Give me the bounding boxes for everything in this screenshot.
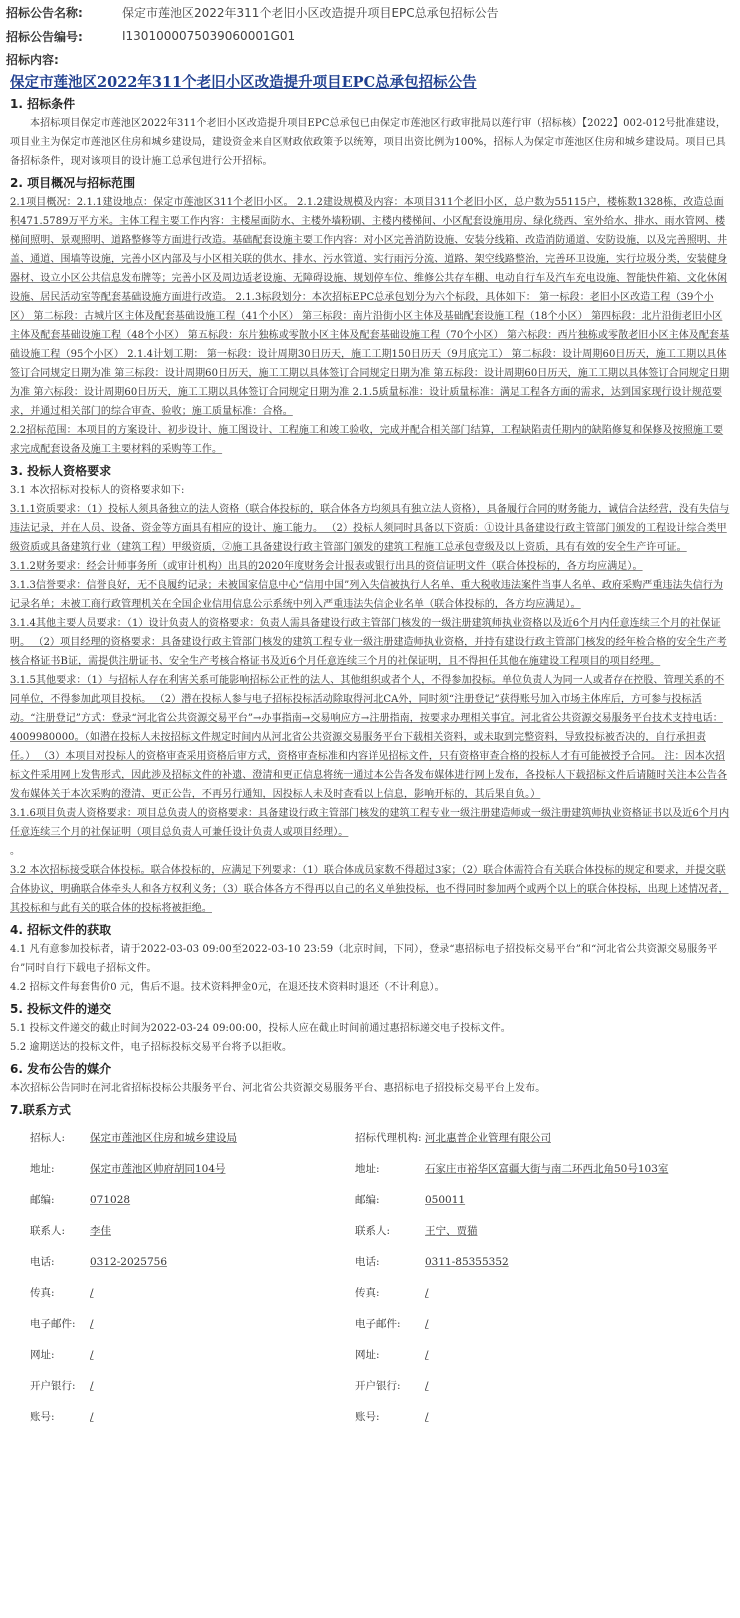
section-5-title: 5. 投标文件的递交	[10, 1002, 112, 1016]
contact-right-value-cell	[425, 1184, 730, 1215]
qualification-requirement-text: 3.1.1资质要求：（1）投标人须具备独立的法人资格（联合体投标的，联合体各方均须具有独立法人资格），具备履行合同的财务能力，诚信合法经营，没有失信与违法记录，并在人员、设备、资金等方面具有相应的设计、施工能力。 （2）投标人须同时具备以下资质：①设计具备建设行政主管部门颁发的工程设计综合类甲级资质或具备建筑行业（建筑工程）甲级资质，②施工具备建设行政主管部门颁发的建筑工程施工总承包壹级及以上资质，具有有效的安全生产许可证。	[10, 504, 730, 553]
section-2-title: 2. 项目概况与招标范围	[10, 176, 136, 190]
contact-right-value: 0311-85355352	[425, 1255, 509, 1268]
section-1-text: 本招标项目保定市莲池区2022年311个老旧小区改造提升项目EPC总承包已由保定市莲池区行政审批局以莲行审（招标核）【2022】002-012号批准建设，项目业主为保定市莲池区住房和城乡建设局，建设资金来自区财政依政策予以统筹，项目出资比例为100%，招标人为保定市莲池区住房和城乡建设局。项目已具备招标条件，现对该项目的设计施工总承包进行公开招标。	[10, 118, 726, 167]
contact-right-value: /	[425, 1410, 429, 1423]
contact-right-label: 账号:	[355, 1411, 380, 1423]
contact-row	[10, 1184, 730, 1215]
contact-left-value: /	[90, 1317, 94, 1330]
contact-right-label-cell	[355, 1277, 425, 1308]
content-label: 招标内容:	[6, 52, 59, 67]
contact-left-label-cell	[10, 1308, 90, 1339]
credit-requirement-text: 3.1.3信誉要求：信誉良好，无不良履约记录；未被国家信息中心“信用中国”列入失信被执行人名单、重大税收违法案件当事人名单、政府采购严重违法失信行为记录名单；未被工商行政管理机关在全国企业信用信息公示系统中列入严重违法失信企业名单（联合体投标的，各方均应满足）。	[10, 580, 724, 610]
contact-left-value: 保定市莲池区住房和城乡建设局	[90, 1132, 237, 1144]
contact-right-label-cell	[355, 1184, 425, 1215]
contact-left-value-cell	[90, 1184, 355, 1215]
contact-row	[10, 1215, 730, 1246]
contact-right-value-cell	[425, 1122, 730, 1153]
section-3-title: 3. 投标人资格要求	[10, 464, 112, 478]
contact-right-label: 传真:	[355, 1287, 380, 1299]
contact-left-label-cell	[10, 1184, 90, 1215]
announcement-body	[0, 74, 740, 1432]
tender-scope-text: 2.2招标范围：本项目的方案设计、初步设计、施工图设计、工程施工和竣工验收，完成并配合相关部门结算，工程缺陷责任期内的缺陷修复和保修及按照施工要求完成配套设备及施工主要材料的采购等工作。	[10, 425, 724, 455]
contact-left-value: 071028	[90, 1193, 131, 1206]
contact-right-label: 网址:	[355, 1349, 380, 1361]
late-submission-text: 5.2 逾期送达的投标文件，电子招标投标交易平台将予以拒收。	[10, 1042, 293, 1053]
contact-left-value-cell	[90, 1401, 355, 1432]
section-7-title: 7.联系方式	[10, 1103, 71, 1117]
contact-left-value: 李佳	[90, 1225, 111, 1237]
contact-left-label-cell	[10, 1215, 90, 1246]
contact-left-value-cell	[90, 1339, 355, 1370]
contact-left-label: 电话:	[30, 1256, 55, 1268]
announcement-name-value: 保定市莲池区2022年311个老旧小区改造提升项目EPC总承包招标公告	[122, 5, 499, 20]
contact-right-label: 邮编:	[355, 1194, 380, 1206]
project-overview-text: 2.1项目概况：2.1.1建设地点：保定市莲池区311个老旧小区。 2.1.2建设规模及内容：本项目311个老旧小区，总户数为55115户，楼栋数1328栋，改造总面积471.5789万平方米。主体工程主要工作内容：主楼屋面防水、主楼外墙粉刷、主楼内楼梯间、小区配套设施用房、绿化绕西、室外给水、排水、雨水管网、楼梯间照明、景观照明、道路整修等方面进行改造。基础配套设施主要工作内容：对小区完善消防设施、安装分线箱、改造消防通道、安防设施，以及完善照明、井盖、通道、围墙等设施，完善小区内部及与小区相关联的供水、排水、污水管道、实行雨污分流、道路、架空线路整治，完善环卫设施，实行垃圾分类，安装健身器材、设立小区公共信息发布牌等；完善小区及周边适老设施、无障碍设施、规划停车位、维修公共存车棚、电动自行车及汽车充电设施、智能快件箱、文化休闲设施、居民活动室等配套基础设施方面进行改造。 2.1.3标段划分：本次招标EPC总承包划分为六个标段，具体如下： 第一标段：老旧小区改造工程（39个小区） 第二标段：古城片区主体及配套基础设施工程（41个小区） 第三标段：南片沿街小区主体及基础配套设施工程（18个小区） 第四标段：北片沿街老旧小区主体及配套基础设施工程（48个小区） 第五标段：东片独栋或零散小区主体及配套基础设施工程（70个小区） 第六标段：西片独栋或零散老旧小区主体及配套基础设施工程（95个小区） 2.1.4计划工期： 第一标段：设计周期30日历天，施工工期150日历天（9月底完工） 第二标段：设计周期60日历天，施工工期以具体签订合同规定日期为准 第三标段：设计周期60日历天，施工工期以具体签订合同规定日期为准 第五标段：设计周期60日历天，施工工期以具体签订合同规定日期为准 第六标段：设计周期60日历天，施工工期以具体签订合同规定日期为准 2.1.5质量标准：设计质量标准：满足工程各方面的需求，达到国家现行设计规范要求，并通过相关部门的综合审查、验收；施工质量标准：合格。	[10, 197, 730, 417]
contact-right-label: 开户银行:	[355, 1380, 401, 1392]
other-requirement-text: 3.1.5其他要求：（1）与招标人存在利害关系可能影响招标公正性的法人、其他组织或者个人，不得参加投标。单位负责人为同一人或者存在控股、管理关系的不同单位，不得参加此项目投标。 （2）潜在投标人参与电子招标投标活动除取得河北CA外，同时须“注册登记”获得账号加入市场主体库后，方可参与投标活动。“注册登记”方式：登录“河北省公共资源交易平台”→办事指南→交易响应方→注册指南，按要求办理相关事宜。河北省公共资源交易服务平台技术支持电话：4009980000。（如潜在投标人未按招标文件规定时间内从河北省公共资源交易服务平台下载相关资料，或未取到完整资料，导致投标被否决的，自行承担责任。） （3）本项目对投标人的资格审查采用资格后审方式，资格审查标准和内容详见招标文件，只有资格审查合格的投标人才有可能被授予合同。 注：因本次招标文件采用网上发售形式，因此涉及招标文件的补遗、澄清和更正信息将统一通过本公告各发布媒体进行网上发布，各投标人下载招标文件后请随时关注本公告各发布媒体关于本次采购的澄清、更正公告，不再另行通知，因投标人未及时查看以上信息，影响开标的，其后果自负。）	[10, 675, 728, 800]
contact-right-label-cell	[355, 1153, 425, 1184]
contact-right-label-cell	[355, 1370, 425, 1401]
contact-right-value-cell	[425, 1370, 730, 1401]
document-title: 保定市莲池区2022年311个老旧小区改造提升项目EPC总承包招标公告	[10, 74, 477, 91]
contact-left-label-cell	[10, 1153, 90, 1184]
contact-right-value-cell	[425, 1215, 730, 1246]
contact-left-value-cell	[90, 1122, 355, 1153]
contact-right-label-cell	[355, 1122, 425, 1153]
financial-requirement-text: 3.1.2财务要求：经会计师事务所（或审计机构）出具的2020年度财务会计报表或银行出具的资信证明文件（联合体投标的，各方均应满足）。	[10, 561, 643, 572]
contact-left-value: /	[90, 1379, 94, 1392]
contact-left-label: 传真:	[30, 1287, 55, 1299]
contact-left-value: /	[90, 1286, 94, 1299]
contact-row	[10, 1339, 730, 1370]
contact-right-label-cell	[355, 1339, 425, 1370]
contact-left-value: 保定市莲池区帅府胡同104号	[90, 1163, 226, 1175]
announcement-name-label: 招标公告名称:	[6, 5, 83, 20]
contact-right-label-cell	[355, 1401, 425, 1432]
contact-left-label: 账号:	[30, 1411, 55, 1423]
contact-right-value: /	[425, 1348, 429, 1361]
contact-right-value-cell	[425, 1277, 730, 1308]
section-6-title: 6. 发布公告的媒介	[10, 1062, 112, 1076]
section-1-title: 1. 招标条件	[10, 97, 76, 111]
contact-left-value: /	[90, 1348, 94, 1361]
contact-row	[10, 1122, 730, 1153]
meta-row-name	[6, 0, 734, 24]
contact-left-label: 邮编:	[30, 1194, 55, 1206]
contact-row	[10, 1401, 730, 1432]
contact-right-label-cell	[355, 1308, 425, 1339]
contact-right-value-cell	[425, 1308, 730, 1339]
contact-left-label: 电子邮件:	[30, 1318, 76, 1330]
contact-right-value: 河北惠普企业管理有限公司	[425, 1132, 551, 1144]
contact-left-value: /	[90, 1410, 94, 1423]
announcement-meta	[0, 0, 740, 48]
contact-right-label: 招标代理机构:	[355, 1132, 422, 1144]
contact-right-value-cell	[425, 1339, 730, 1370]
contact-right-label: 地址:	[355, 1163, 380, 1175]
document-price-text: 4.2 招标文件每套售价0 元，售后不退。技术资料押金0元，在退还技术资料时退还（不计利息）。	[10, 982, 445, 993]
contact-row	[10, 1308, 730, 1339]
contact-right-label: 电话:	[355, 1256, 380, 1268]
contact-row	[10, 1370, 730, 1401]
contact-right-value: /	[425, 1317, 429, 1330]
contact-right-label-cell	[355, 1215, 425, 1246]
project-leader-requirement-text: 3.1.6项目负责人资格要求：项目总负责人的资格要求：具备建设行政主管部门核发的建筑工程专业一级注册建造师或一级注册建筑师执业资格证书以及近6个月内任意连续三个月的社保证明（项目总负责人可兼任设计负责人或项目经理）。	[10, 808, 730, 838]
qualification-intro: 3.1 本次招标对投标人的资格要求如下:	[10, 485, 185, 496]
contact-right-label: 联系人:	[355, 1225, 391, 1237]
contact-left-value-cell	[90, 1277, 355, 1308]
contact-right-value: /	[425, 1379, 429, 1392]
contact-left-value-cell	[90, 1308, 355, 1339]
consortium-text: 3.2 本次招标接受联合体投标。联合体投标的，应满足下列要求：（1）联合体成员家数不得超过3家；（2）联合体需符合有关联合体投标的规定和要求，并提交联合体协议，明确联合体牵头人和各方权利义务；（3）联合体各方不得再以自己的名义单独投标，也不得同时参加两个或两个以上的联合体投标，出现上述情况者，其投标和与此有关的联合体的投标将被拒绝。	[10, 865, 729, 914]
contact-row	[10, 1246, 730, 1277]
submission-deadline-text: 5.1 投标文件递交的截止时间为2022-03-24 09:00:00，投标人应在截止时间前通过惠招标递交电子投标文件。	[10, 1023, 511, 1034]
contact-left-value-cell	[90, 1370, 355, 1401]
personnel-requirement-text: 3.1.4其他主要人员要求：（1）设计负责人的资格要求：负责人需具备建设行政主管部门核发的一级注册建筑师执业资格以及近6个月内任意连续三个月的社保证明。 （2）项目经理的资格要求：具备建设行政主管部门核发的建筑工程专业一级注册建造师执业资格，并持有建设行政主管部门核发的经年检合格的安全生产考核合格证书B证，需提供注册证书、安全生产考核合格证书及近6个月任意连续三个月的社保证明，且不得担任其他在施建设工程项目的项目经理。	[10, 618, 727, 667]
contact-left-value-cell	[90, 1153, 355, 1184]
contact-left-label: 联系人:	[30, 1225, 66, 1237]
contact-row	[10, 1277, 730, 1308]
section-4-title: 4. 招标文件的获取	[10, 923, 112, 937]
contact-left-label-cell	[10, 1277, 90, 1308]
contact-right-value-cell	[425, 1401, 730, 1432]
contact-left-label-cell	[10, 1339, 90, 1370]
contact-right-label-cell	[355, 1246, 425, 1277]
contact-right-value-cell	[425, 1153, 730, 1184]
announcement-code-label: 招标公告编号:	[6, 29, 83, 44]
contact-left-label: 地址:	[30, 1163, 55, 1175]
publication-media-text: 本次招标公告同时在河北省招标投标公共服务平台、河北省公共资源交易服务平台、惠招标电子招投标交易平台上发布。	[10, 1083, 546, 1094]
contact-left-label-cell	[10, 1401, 90, 1432]
contact-left-value: 0312-2025756	[90, 1255, 168, 1268]
contact-left-label: 网址:	[30, 1349, 55, 1361]
contact-left-label-cell	[10, 1370, 90, 1401]
contact-table	[10, 1122, 730, 1432]
contact-right-value: /	[425, 1286, 429, 1299]
contact-left-value-cell	[90, 1215, 355, 1246]
meta-row-code	[6, 24, 734, 48]
contact-row	[10, 1153, 730, 1184]
contact-right-value-cell	[425, 1246, 730, 1277]
contact-left-value-cell	[90, 1246, 355, 1277]
contact-left-label-cell	[10, 1246, 90, 1277]
announcement-code-value: I1301000075039060001G01	[122, 29, 296, 43]
contact-right-label: 电子邮件:	[355, 1318, 401, 1330]
contact-right-value: 石家庄市裕华区富疆大街与南二环西北角50号103室	[425, 1163, 669, 1175]
section-3-end-mark: 。	[10, 846, 21, 857]
contact-left-label-cell	[10, 1122, 90, 1153]
contact-right-value: 王宁、贾猫	[425, 1225, 478, 1237]
document-obtain-text: 4.1 凡有意参加投标者，请于2022-03-03 09:00至2022-03-10 23:59（北京时间，下同），登录“惠招标电子招投标交易平台”和“河北省公共资源交易服务平台”同时自行下载电子招标文件。	[10, 944, 718, 974]
contact-right-value: 050011	[425, 1193, 466, 1206]
contact-left-label: 招标人:	[30, 1132, 66, 1144]
contact-left-label: 开户银行:	[30, 1380, 76, 1392]
